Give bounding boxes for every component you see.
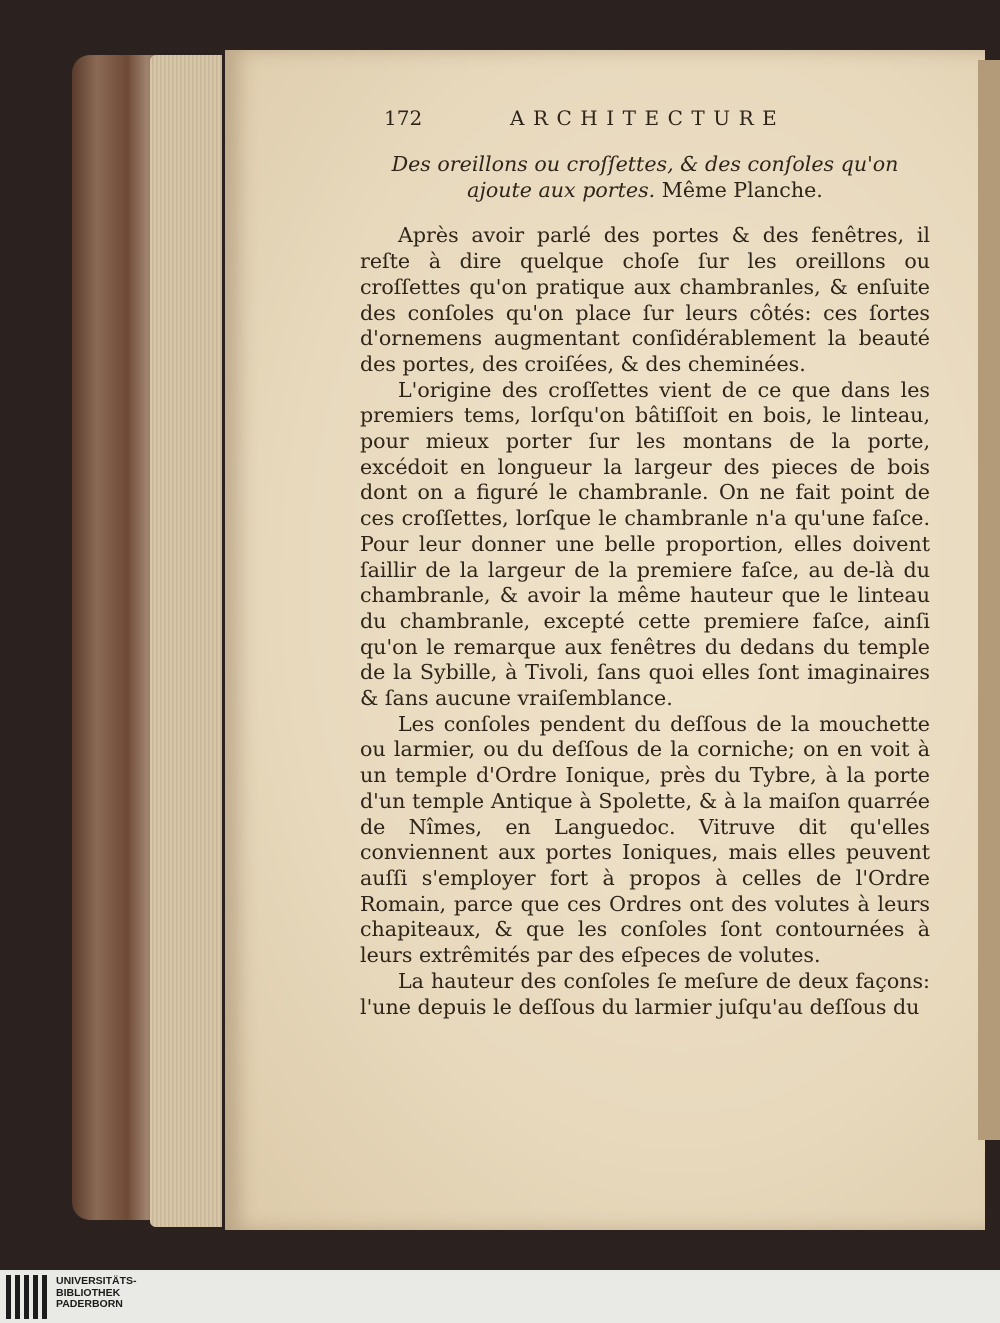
page-number: 172: [384, 106, 423, 130]
body-text: [360, 223, 930, 1020]
library-name-line: BIBLIOTHEK: [56, 1286, 121, 1299]
page-edges: [150, 55, 222, 1227]
facing-page-edge: [978, 60, 1000, 1140]
paragraph: La hauteur des conſoles ſe meſure de deux façons: l'une depuis le deſſous du larmier juſqu'au deſſous du: [360, 968, 930, 1019]
page-content: [360, 152, 930, 1020]
section-heading-roman: Même Planche.: [661, 177, 823, 202]
paragraph: Après avoir parlé des portes & des fenêtres, il reſte à dire quelque choſe ſur les oreillons ou croſſettes qu'on pratique aux chambranles, & enſuite des conſoles qu'on place ſur leurs côtés: ces ſortes d'ornemens augmentant conſidérablement la beauté des portes, des croiſées, & des cheminées.: [360, 223, 930, 376]
section-heading-italic: Des oreillons ou croſſettes, & des conſoles qu'on ajoute aux portes.: [391, 152, 899, 202]
library-name-line: PADERBORN: [56, 1298, 123, 1310]
library-logo-bars-icon: [6, 1275, 50, 1319]
paragraph: Les conſoles pendent du deſſous de la mouchette ou larmier, ou du deſſous de la corniche; on en voit à un temple d'Ordre Ionique, près du Tybre, à la porte d'un temple Antique à Spolette, & à la maiſon quarrée de Nîmes, en Languedoc. Vitruve dit qu'elles conviennent aux portes Ioniques, mais elles peuvent auſſi s'employer fort à propos à celles de l'Ordre Romain, parce que ces Ordres ont des volutes à leurs chapiteaux, & que les conſoles ſont contournées à leurs extrêmités par des eſpeces de volutes.: [360, 711, 930, 968]
section-heading: [360, 152, 930, 203]
paragraph: L'origine des croſſettes vient de ce que dans les premiers tems, lorſqu'on bâtiſſoit en bois, le linteau, pour mieux porter ſur les montans de la porte, excédoit en longueur la largeur des pieces de bois dont on a figuré le chambranle. On ne fait point de ces croſſettes, lorſque le chambranle n'a qu'une faſce. Pour leur donner une belle proportion, elles doivent ſaillir de la largeur de la premiere faſce, au de-là du chambranle, & avoir la même hauteur que le linteau du chambranle, excepté cette premiere faſce, ainſi qu'on le remarque aux fenêtres du dedans du temple de la Sybille, à Tivoli, ſans quoi elles ſont imaginaires & ſans aucune vraiſemblance.: [360, 377, 930, 711]
page-header: [384, 106, 844, 136]
library-footer: [0, 1270, 1000, 1323]
library-name-line: UNIVERSITÄTS-: [56, 1275, 137, 1287]
running-title: ARCHITECTURE: [510, 106, 786, 130]
library-logo-text: [56, 1276, 137, 1311]
